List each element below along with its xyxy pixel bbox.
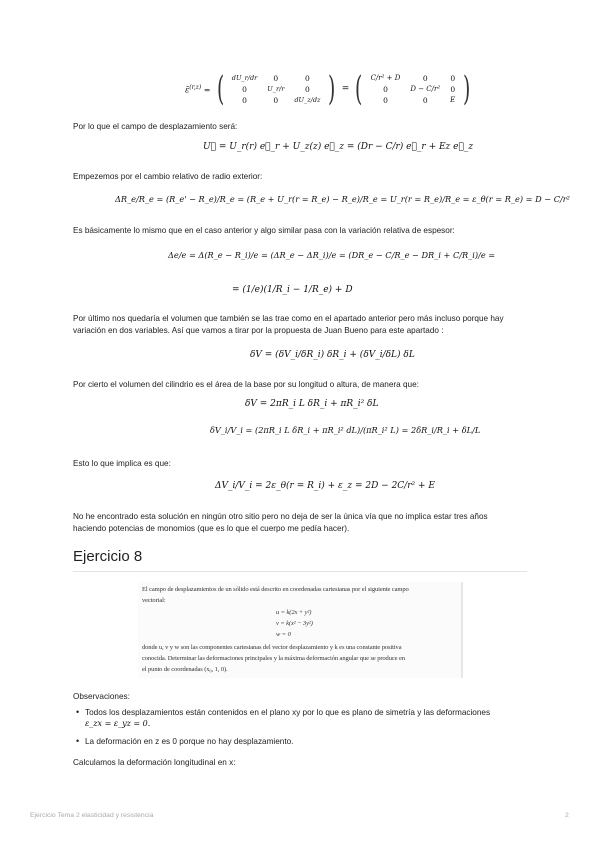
observation-item: • La deformación en z es 0 porque no hay desplazamiento. <box>73 736 533 747</box>
equation-volume-expanded: δV = 2πR_i L δR_i + πR_i² δL <box>245 399 379 409</box>
section-title-ejercicio-8: Ejercicio 8 <box>73 548 143 565</box>
paragraph-conclusion-line2: haciendo potencias de monomios (que es lo que el cuerpo me pedía hacer). <box>73 524 350 533</box>
scan-eq-w: w = 0 <box>276 631 291 638</box>
observaciones-list <box>73 707 533 747</box>
equation-radius-change: ΔR_e/R_e = (R_e' − R_e)/R_e = (R_e + U_r(r = R_e) − R_e)/R_e = U_r(r = R_e)/R_e = ε_θ(r = R_e) = D − C/r² <box>115 194 570 204</box>
scan-line-3: donde u, v y w son las componentes cartesianas del vector desplazamiento y k es una constante positiva <box>142 644 402 651</box>
scan-line-5: el punto de coordenadas (x₀, 1, 0). <box>142 666 228 673</box>
equation-volume-variation: δV = (δV_i/δR_i) δR_i + (δV_i/δL) δL <box>250 350 415 360</box>
equation-thickness-2: = (1/e)(1/R_i − 1/R_e) + D <box>232 285 353 295</box>
paragraph-implication: Esto lo que implica es que: <box>73 459 171 468</box>
equation-final-volume: ΔV_i/V_i = 2ε_θ(r = R_i) + ε_z = 2D − 2C/r² + E <box>215 481 435 491</box>
scan-line-1: El campo de desplazamientos de un sólido está descrito en coordenadas cartesianas por el siguiente campo <box>142 586 409 593</box>
footer-page-number: 2 <box>565 812 569 819</box>
observaciones-label: Observaciones: <box>73 692 130 701</box>
paragraph-longitudinal-strain: Calculamos la deformación longitudinal en x: <box>73 758 236 767</box>
scanned-problem-statement <box>138 582 463 678</box>
observation-item: • Todos los desplazamientos están contenidos en el plano xy por lo que es plano de simetría y las deformaciones ε_zx = ε_yz = 0. <box>73 707 533 729</box>
scan-eq-u: u = k(2x + y²) <box>276 609 312 616</box>
paragraph-volume-line1: Por último nos quedaría el volumen que también se las trae como en el apartado anterior pero más incluso porque hay <box>73 314 504 323</box>
section-divider <box>73 571 527 572</box>
paragraph-cylinder-volume: Por cierto el volumen del cilindrio es el área de la base por su longitud o altura, de manera que: <box>73 380 419 389</box>
equation-volume-ratio: δV_i/V_i = (2πR_i L δR_i + πR_i² dL)/(πR_i² L) = 2δR_i/R_i + δL/L <box>210 425 481 435</box>
observation-math: ε_zx = ε_yz = 0. <box>85 719 151 728</box>
paragraph-conclusion-line1: No he encontrado esta solución en ningún otro sitio pero no deja de ser la única vía que no implica estar tres años <box>73 512 488 521</box>
strain-matrix-left: ( dU_r/dr 0 0 0 U_r/r 0 0 0 dU_z/dz ) <box>216 69 336 109</box>
paragraph-volume-line2: variación en dos variables. Así que vamos a tirar por la propuesta de Juan Bueno para este apartado : <box>73 326 444 335</box>
equation-displacement: U⃗ = U_r(r) e⃗_r + U_z(z) e⃗_z = (Dr − C/r) e⃗_r + Ez e⃗_z <box>203 142 474 152</box>
paragraph-thickness-intro: Es básicamente lo mismo que en el caso anterior y algo similar pasa con la variación relativa de espesor: <box>73 226 455 235</box>
paragraph-displacement-intro: Por lo que el campo de desplazamiento será: <box>73 122 238 131</box>
footer-document-title: Ejercicio Tema 2 elasticidad y resistencia <box>30 812 154 819</box>
paragraph-radius-intro: Empezemos por el cambio relativo de radio exterior: <box>73 172 263 181</box>
equation-strain-matrix: ε̃$^{(r,z)}$ = ( dU_r/dr 0 0 0 U_r/r 0 0 0 dU_z/dz ) = ( C/r² + D 0 0 0 D − C/r² 0 0 0 E ) <box>185 72 474 106</box>
strain-matrix-right: ( C/r² + D 0 0 0 D − C/r² 0 0 0 E ) <box>355 69 471 109</box>
scan-line-4: conocida. Determinar las deformaciones principales y la máxima deformación angular que se produce en <box>142 655 405 662</box>
scan-eq-v: v = k(x² − 3y²) <box>276 620 313 627</box>
scan-line-2: vectorial: <box>142 597 166 604</box>
equation-thickness-1: Δe/e = Δ(R_e − R_i)/e = (ΔR_e − ΔR_i)/e = (DR_e − C/R_e − DR_i + C/R_i)/e = <box>168 250 496 260</box>
